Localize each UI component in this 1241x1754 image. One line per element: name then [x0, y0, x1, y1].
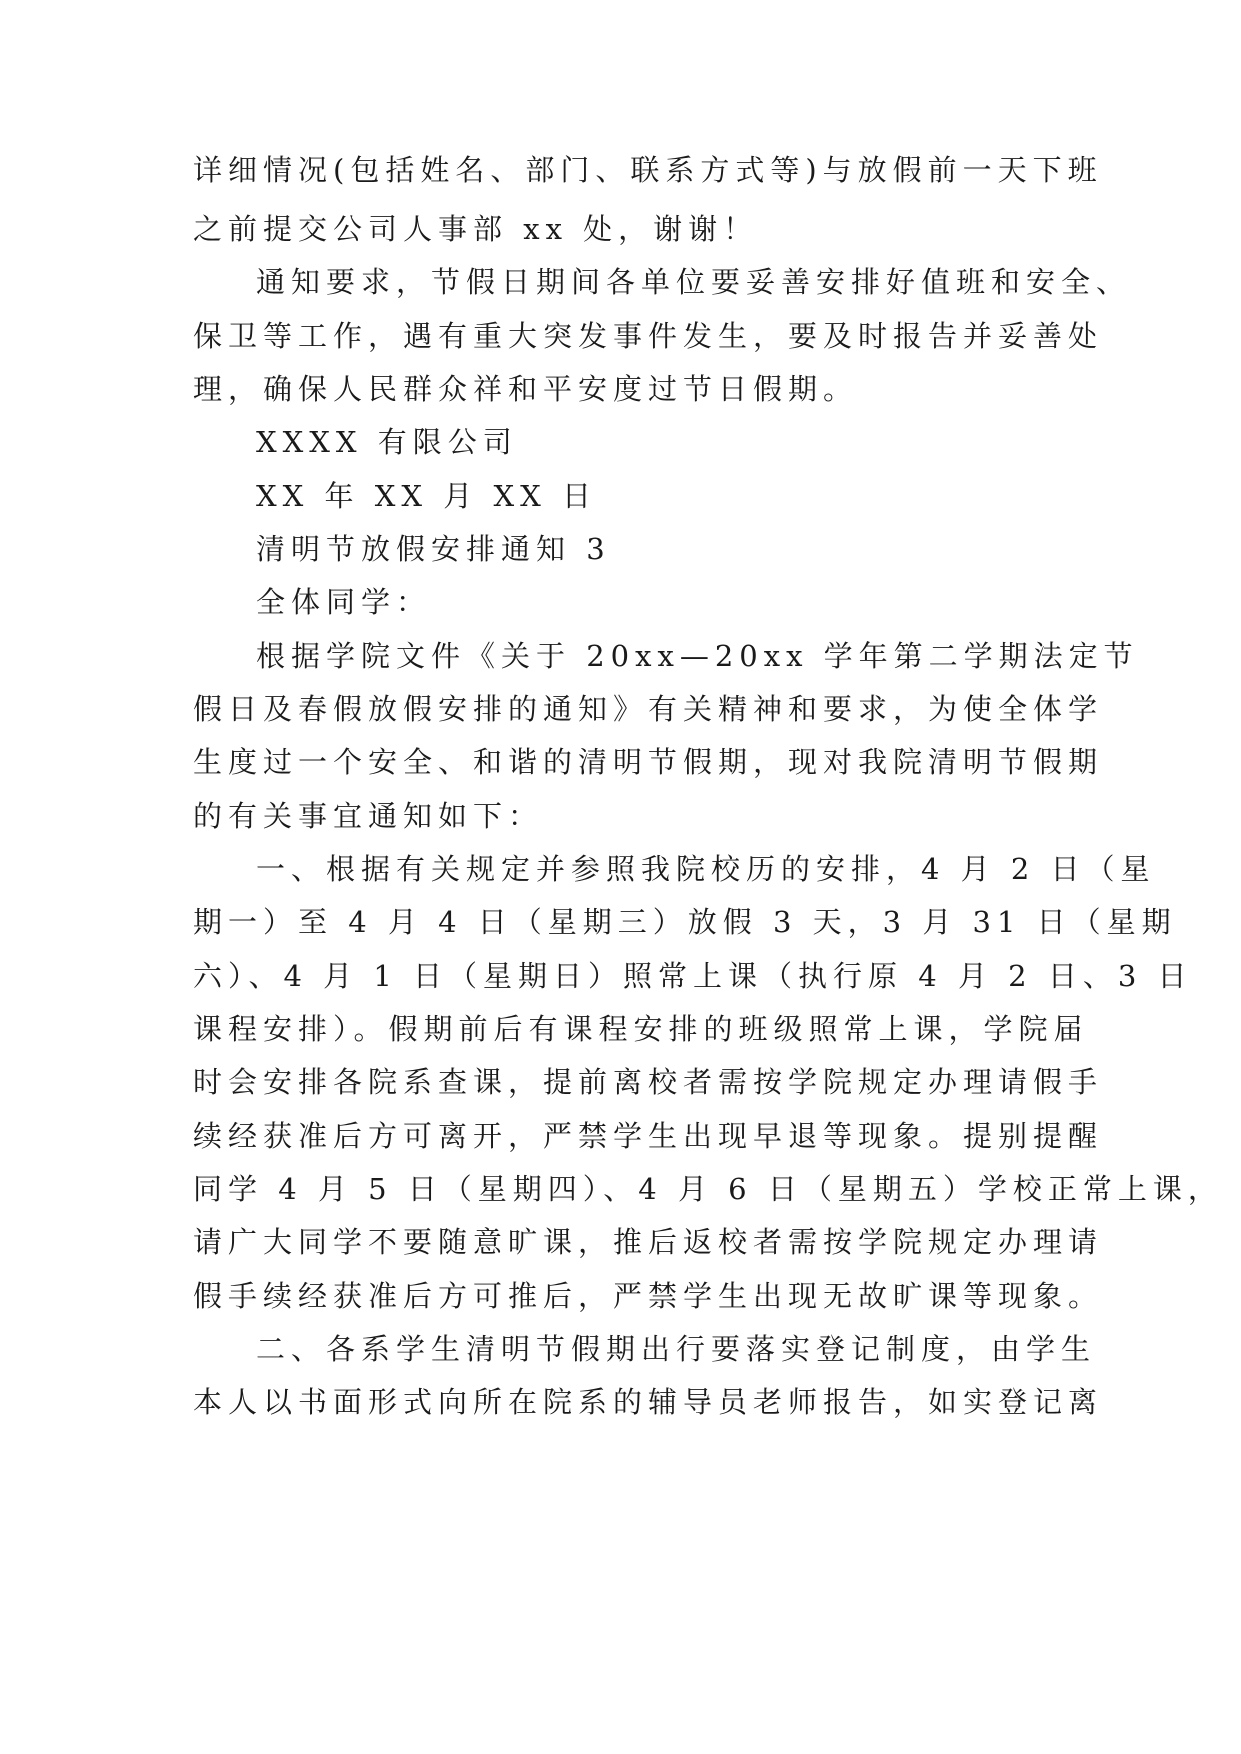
text-line: 清明节放假安排通知 3 — [256, 532, 611, 566]
text-line: 理，确保人民群众祥和平安度过节日假期。 — [193, 372, 859, 406]
text-line: 通知要求，节假日期间各单位要妥善安排好值班和安全、 — [256, 265, 1132, 299]
text-line: 续经获准后方可离开，严禁学生出现早退等现象。提别提醒 — [193, 1119, 1104, 1153]
text-line: 期一）至 4 月 4 日（星期三）放假 3 天，3 月 31 日（星期 — [193, 905, 1177, 939]
text-line: 请广大同学不要随意旷课，推后返校者需按学院规定办理请 — [193, 1225, 1104, 1259]
text-line: 同学 4 月 5 日（星期四）、4 月 6 日（星期五）学校正常上课， — [193, 1172, 1223, 1206]
text-line: 假日及春假放假安排的通知》有关精神和要求，为使全体学 — [193, 692, 1104, 726]
text-line: XXXX 有限公司 — [256, 425, 518, 459]
text-line: 的有关事宜通知如下： — [193, 799, 544, 833]
text-line: 详细情况(包括姓名、部门、联系方式等)与放假前一天下班 — [193, 153, 1103, 187]
text-line: 二、各系学生清明节假期出行要落实登记制度，由学生 — [256, 1332, 1097, 1366]
text-line: 生度过一个安全、和谐的清明节假期，现对我院清明节假期 — [193, 745, 1104, 779]
text-line: XX 年 XX 月 XX 日 — [256, 479, 597, 513]
text-line: 时会安排各院系查课，提前离校者需按学院规定办理请假手 — [193, 1065, 1104, 1099]
text-line: 保卫等工作，遇有重大突发事件发生，要及时报告并妥善处 — [193, 319, 1104, 353]
text-line: 六）、4 月 1 日（星期日）照常上课（执行原 4 月 2 日、3 日 — [193, 959, 1193, 993]
text-line: 本人以书面形式向所在院系的辅导员老师报告，如实登记离 — [193, 1385, 1104, 1419]
text-line: 课程安排）。假期前后有课程安排的班级照常上课，学院届 — [193, 1012, 1089, 1046]
text-line: 根据学院文件《关于 20xx—20xx 学年第二学期法定节 — [256, 639, 1139, 673]
text-line: 一、根据有关规定并参照我院校历的安排，4 月 2 日（星 — [256, 852, 1156, 886]
text-line: 之前提交公司人事部 xx 处，谢谢！ — [193, 212, 759, 246]
text-line: 全体同学： — [256, 585, 432, 619]
text-line: 假手续经获准后方可推后，严禁学生出现无故旷课等现象。 — [193, 1279, 1104, 1313]
